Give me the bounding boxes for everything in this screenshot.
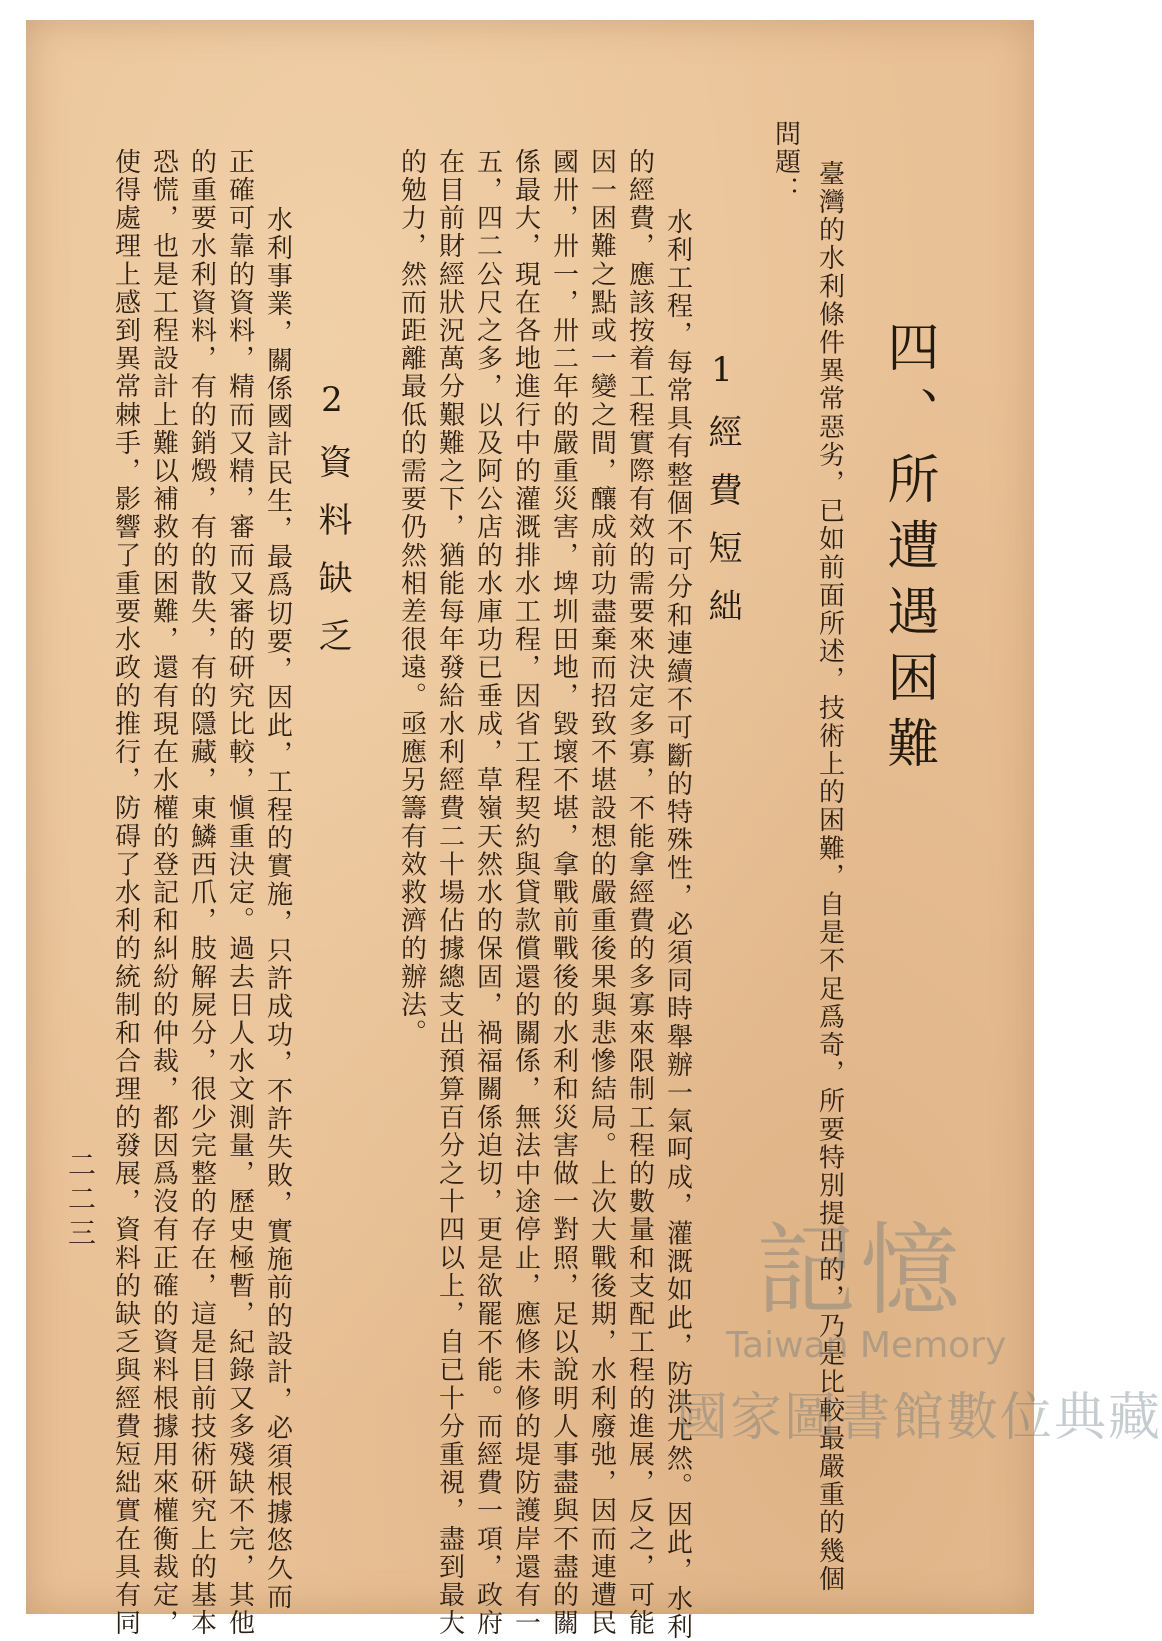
subsection1-line-8: 的勉力，然而距離最低的需要仍然相差很遠。亟應另籌有效救濟的辦法。: [396, 148, 427, 1048]
subsection1-line-5: 係最大，現在各地進行中的灌溉排水工程，因省工程契約與貸款償還的關係，無法中途停止，應修未修的堤防護岸還有一: [510, 148, 541, 1638]
watermark-english: Taiwan Memory: [726, 1325, 1007, 1366]
watermark-sub: 國家圖書館數位典藏: [676, 1388, 1162, 1448]
subsection2-line-2: 正確可靠的資料，精而又精，審而又審的研究比較，愼重決定。過去日人水文測量，歷史極暫，紀錄又多殘缺不完，其他: [224, 148, 255, 1638]
subsection2-line-1: 水利事業，關係國計民生，最爲切要，因此，工程的實施，只許成功，不許失敗，實施前的設計，必須根據悠久而: [262, 206, 293, 1611]
document-page: [26, 20, 1162, 1641]
subsection2-line-3: 的重要水利資料，有的銷燬，有的散失，有的隱藏，東鱗西爪，肢解屍分，很少完整的存在，這是目前技術研究上的基本: [186, 148, 217, 1638]
intro-line-2: 問題：: [770, 120, 801, 205]
intro-line-1: 臺灣的水利條件異常惡劣，已如前面所述，技術上的困難，自是不足爲奇，所要特別提出的，乃是比較最嚴重的幾個: [814, 160, 845, 1594]
subsection2-line-5: 使得處理上感到異常棘手，影響了重要水政的推行，防碍了水利的統制和合理的發展，資料的缺乏與經費短絀實在具有同: [110, 148, 141, 1638]
subsection1-line-4: 國卅，卅一，卅二年的嚴重災害，埤圳田地，毀壞不堪，拿戰前戰後的水利和災害做一對照，足以說明人事盡與不盡的關: [548, 148, 579, 1638]
subsection2-line-4: 恐慌，也是工程設計上難以補救的困難，還有現在水權的登記和糾紛的仲裁，都因爲沒有正確的資料根據用來權衡裁定，: [148, 148, 179, 1638]
subsection2-title: 2資料缺乏: [312, 380, 352, 676]
subsection1-line-1: 水利工程，每常具有整個不可分和連續不可斷的特殊性，必須同時舉辦一氣呵成，灌溉如此，防洪尤然。因此，水利: [662, 208, 693, 1641]
section-title: 四、所遭遇困難: [878, 320, 938, 782]
subsection1-line-7: 在目前財經狀況萬分艱難之下，猶能每年發給水利經費二十場佔據總支出預算百分之十四以上，自已十分重視，盡到最大: [434, 148, 465, 1638]
watermark-chinese: 記憶: [756, 1212, 964, 1329]
subsection1-title: 1經費短絀: [702, 350, 742, 646]
subsection1-line-3: 因一困難之點或一變之間，釀成前功盡棄而招致不堪設想的嚴重後果與悲慘結局。上次大戰後期，水利廢弛，因而連遭民: [586, 148, 617, 1638]
subsection1-line-6: 五，四二公尺之多，以及阿公店的水庫功已垂成，草嶺天然水的保固，禍福關係迫切，更是欲罷不能。而經費一項，政府: [472, 148, 503, 1638]
subsection1-line-2: 的經費，應該按着工程實際有效的需要來決定多寡，不能拿經費的多寡來限制工程的數量和支配工程的進展，反之，可能: [624, 148, 655, 1638]
page-number: 二二三: [64, 1150, 97, 1252]
